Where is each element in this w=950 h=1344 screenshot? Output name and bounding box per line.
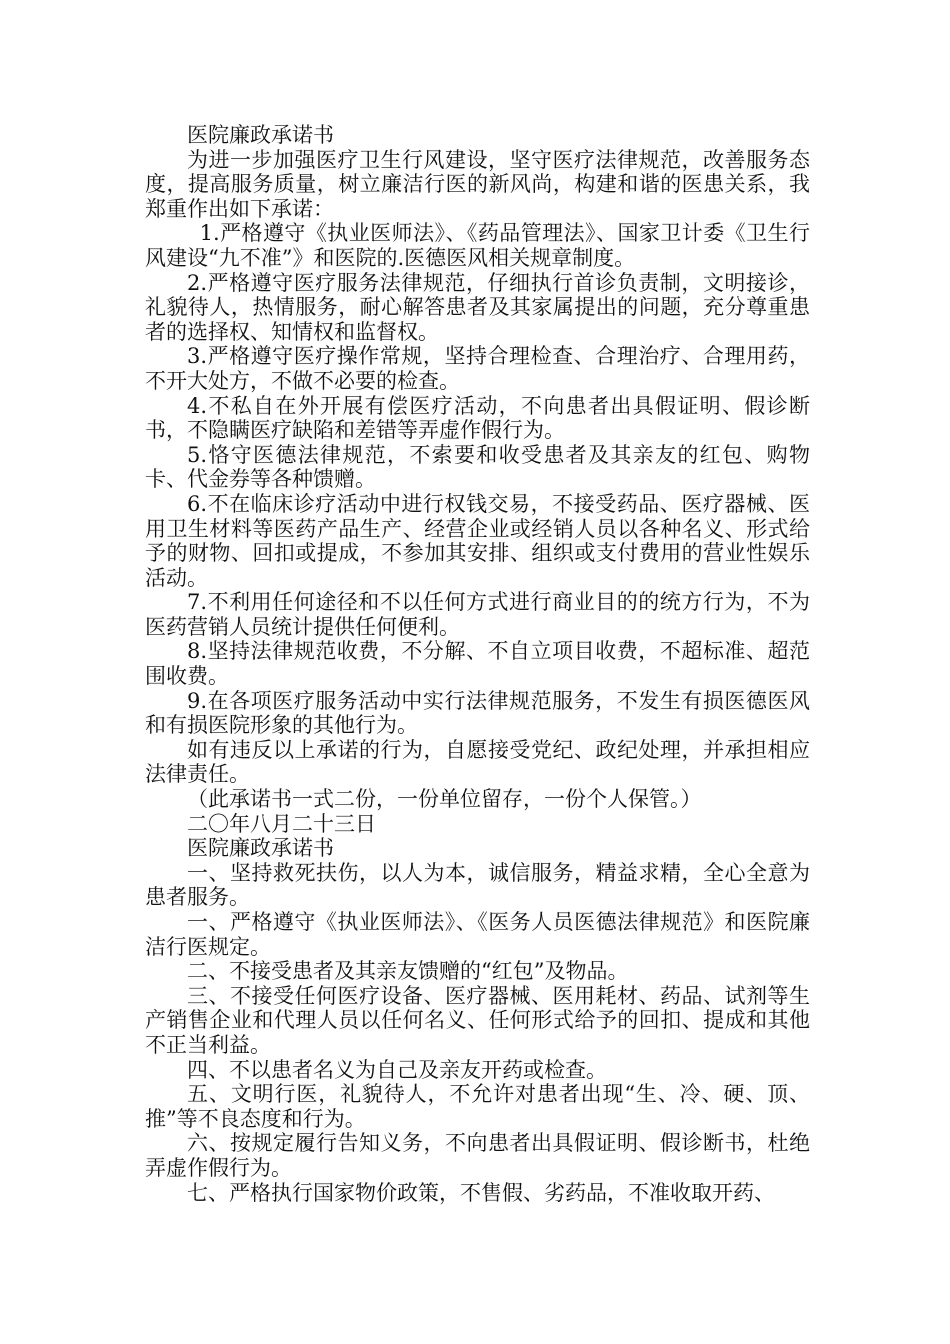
commitment-item-4: 4.不私自在外开展有偿医疗活动，不向患者出具假证明、假诊断书，不隐瞒医疗缺陷和差错等弄虚作假行为。 bbox=[145, 393, 810, 443]
second-item-7: 六、按规定履行告知义务，不向患者出具假证明、假诊断书，杜绝弄虚作假行为。 bbox=[145, 1131, 810, 1180]
second-item-8: 七、严格执行国家物价政策，不售假、劣药品，不准收取开药、 bbox=[187, 1180, 775, 1205]
second-title: 医院廉政承诺书 bbox=[187, 836, 334, 861]
second-item-1: 一、坚持救死扶伤，以人为本，诚信服务，精益求精，全心全意为患者服务。 bbox=[145, 860, 810, 910]
document-title: 医院廉政承诺书 bbox=[187, 123, 334, 147]
second-item-3: 二、不接受患者及其亲友馈赠的“红包”及物品。 bbox=[187, 959, 629, 984]
document-body bbox=[145, 123, 810, 1205]
second-item-5: 四、不以患者名义为自己及亲友开药或检查。 bbox=[187, 1057, 607, 1082]
violation-clause: 如有违反以上承诺的行为，自愿接受党纪、政纪处理，并承担相应法律责任。 bbox=[145, 737, 810, 787]
commitment-item-2: 2.严格遵守医疗服务法律规范，仔细执行首诊负责制，文明接诊，礼貌待人，热情服务，耐心解答患者及其家属提出的问题，充分尊重患者的选择权、知情权和监督权。 bbox=[145, 270, 810, 344]
second-item-6: 五、文明行医，礼貌待人，不允许对患者出现“生、冷、硬、顶、推”等不良态度和行为。 bbox=[145, 1082, 810, 1131]
second-item-4: 三、不接受任何医疗设备、医疗器械、医用耗材、药品、试剂等生产销售企业和代理人员以任何名义、任何形式给予的回扣、提成和其他不正当利益。 bbox=[145, 983, 810, 1057]
document-date: 二〇年八月二十三日 bbox=[187, 811, 376, 836]
commitment-item-1: 1.严格遵守《执业医师法》、《药品管理法》、国家卫计委《卫生行风建设“九不准”》和医院的.医德医风相关规章制度。 bbox=[145, 221, 810, 270]
second-item-2: 一、严格遵守《执业医师法》、《医务人员医德法律规范》和医院廉洁行医规定。 bbox=[145, 910, 810, 959]
commitment-item-3: 3.严格遵守医疗操作常规，坚持合理检查、合理治疗、合理用药，不开大处方，不做不必要的检查。 bbox=[145, 344, 810, 393]
intro-paragraph: 为进一步加强医疗卫生行风建设，坚守医疗法律规范，改善服务态度，提高服务质量，树立廉洁行医的新风尚，构建和谐的医患关系，我郑重作出如下承诺： bbox=[145, 147, 810, 221]
commitment-item-8: 8.坚持法律规范收费，不分解、不自立项目收费，不超标准、超范围收费。 bbox=[145, 639, 810, 689]
commitment-item-6: 6.不在临床诊疗活动中进行权钱交易，不接受药品、医疗器械、医用卫生材料等医药产品生产、经营企业或经销人员以各种名义、形式给予的财物、回扣或提成，不参加其安排、组织或支付费用的营业性娱乐活动。 bbox=[145, 491, 810, 590]
commitment-item-7: 7.不利用任何途径和不以任何方式进行商业目的的统方行为，不为医药营销人员统计提供任何便利。 bbox=[145, 590, 810, 639]
commitment-item-9: 9.在各项医疗服务活动中实行法律规范服务，不发生有损医德医风和有损医院形象的其他行为。 bbox=[145, 688, 810, 738]
commitment-item-5: 5.恪守医德法律规范，不索要和收受患者及其亲友的红包、购物卡、代金券等各种馈赠。 bbox=[145, 442, 810, 492]
copies-note: （此承诺书一式二份，一份单位留存，一份个人保管。） bbox=[187, 787, 702, 812]
